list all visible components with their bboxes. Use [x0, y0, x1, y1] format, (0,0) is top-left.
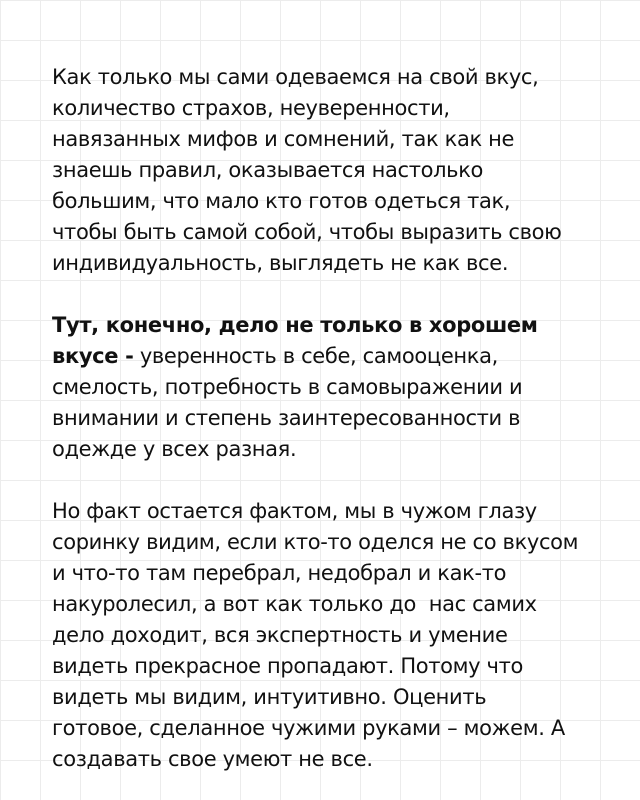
text-line: соринку видим, если кто-то оделся не со вкусом [52, 530, 579, 554]
text-line [52, 341, 600, 372]
text-line: и что-то там перебрал, недобрал и как-то [52, 561, 507, 585]
paragraph-3 [52, 496, 600, 775]
paragraph-1 [52, 62, 600, 279]
text-line: количество страхов, неуверенности, [52, 96, 450, 120]
text-line: видеть прекрасное пропадают. Потому что [52, 654, 523, 678]
text-line: навязанных мифов и сомнений, так как не [52, 127, 515, 151]
paragraph-2 [52, 310, 600, 465]
text-line: дело доходит, вся экспертность и умение [52, 623, 508, 647]
text-line: Как только мы сами одеваемся на свой вкус, [52, 65, 539, 89]
bold-text-line: Тут, конечно, дело не только в хорошем [52, 313, 538, 337]
text-fragment: уверенность в себе, самооценка, [133, 344, 498, 368]
text-line: большим, что мало кто готов одеться так, [52, 189, 511, 213]
text-line: накуролесил, а вот как только до нас самих [52, 592, 537, 616]
text-line: смелость, потребность в самовыражении и [52, 375, 523, 399]
text-line: внимании и степень заинтересованности в [52, 406, 521, 430]
text-line: знаешь правил, оказывается настолько [52, 158, 484, 182]
text-line: индивидуальность, выглядеть не как все. [52, 251, 509, 275]
text-line: видеть мы видим, интуитивно. Оценить [52, 685, 487, 709]
text-line: готовое, сделанное чужими руками – можем. А [52, 716, 565, 740]
text-line: создавать свое умеют не все. [52, 747, 373, 771]
bold-text-fragment: вкусе - [52, 344, 134, 368]
text-line: одежде у всех разная. [52, 437, 297, 461]
text-line: Но факт остается фактом, мы в чужом глазу [52, 499, 537, 523]
text-line: чтобы быть самой собой, чтобы выразить свою [52, 220, 562, 244]
